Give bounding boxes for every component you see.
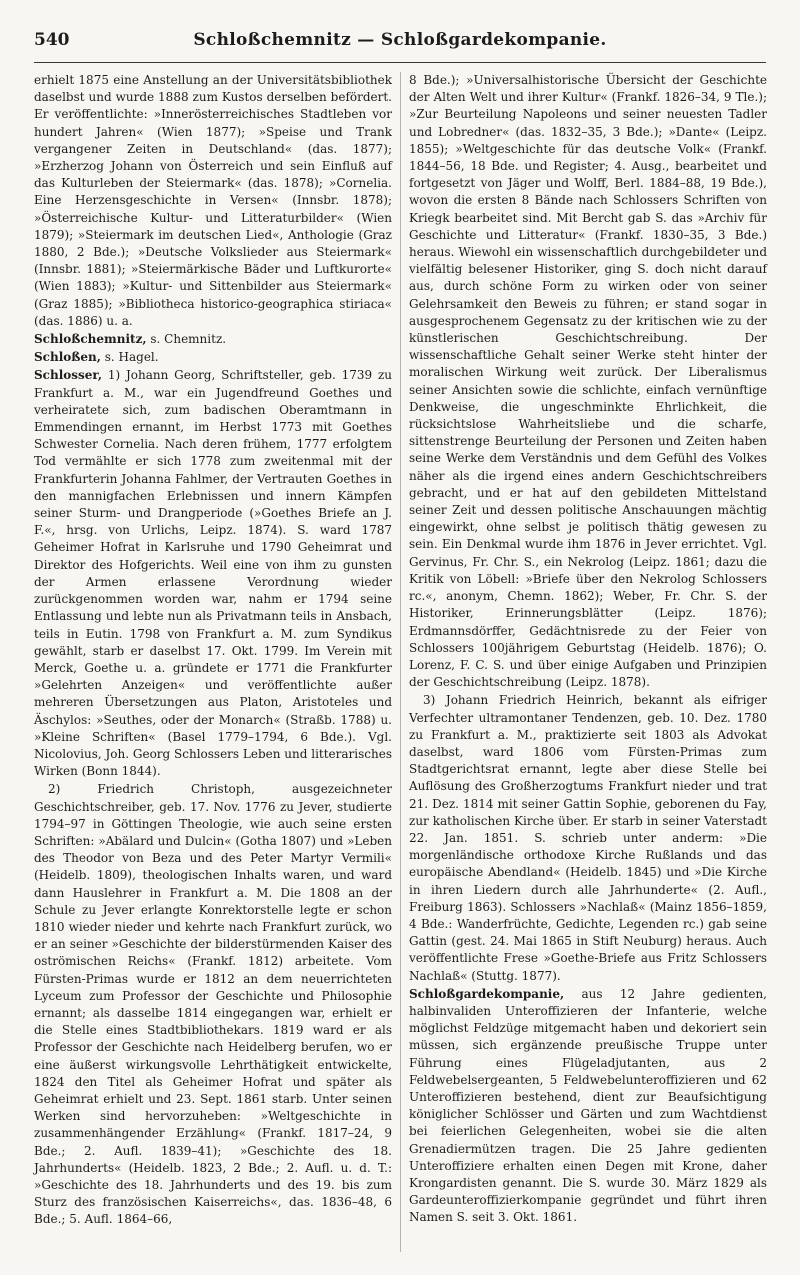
entry-text: 1) Johann Georg, Schriftsteller, geb. 1739 zu Frankfurt a. M., war ein Jugendfreund Goethes und verheiratete sich, zum badischen Oberamtmann in Emmendingen ernannt, im Herbst 1773 mit Goethes Schwester Cornelia. Nach deren frühem, 1777 erfolgtem Tod vermählte er sich 1778 zum zweitenmal mit der Frankfurterin Johanna Fahlmer, der Vertrauten Goethes in den mannigfachen Erlebnissen und innern Kämpfen seiner Sturm- und Drangperiode (»Goethes Briefe an J. F.«, hrsg. von Urlichs, Leipz. 1874). S. ward 1787 Geheimer Hofrat in Karlsruhe und 1790 Geheimrat und Direktor des Hofgerichts. Weil eine von ihm zu gunsten der Armen erlassene Verordnung wieder zurückgenommen worden war, nahm er 1794 seine Entlassung und lebte nun als Privatmann teils in Ansbach, teils in Eutin. 1798 von Frankfurt a. M. zum Syndikus gewählt, starb er daselbst 17. Okt. 1799. Im Verein mit Merck, Goethe u. a. gründete er 1771 die Frankfurter »Gelehrten Anzeigen« und veröffentlichte außer mehreren Übersetzungen aus Platon, Aristoteles und Äschylos: »Seuthes, oder der Monarch« (Straßb. 1788) u. »Kleine Schriften« (Basel 1779–1794, 6 Bde.). Vgl. Nicolovius, Joh. Georg Schlossers Leben und litterarisches Wirken (Bonn 1844).	[34, 368, 392, 779]
dictionary-entry	[34, 367, 392, 780]
running-head: Schloßchemnitz — Schloßgardekompanie.	[193, 30, 607, 50]
left-column	[34, 72, 392, 1230]
entry-headword: Schloßgardekompanie,	[409, 986, 565, 1001]
entry-headword: Schloßchemnitz,	[34, 332, 147, 347]
page-header	[34, 30, 766, 64]
column-divider	[400, 72, 401, 1252]
header-rule	[34, 62, 766, 63]
entry-text: s. Hagel.	[100, 350, 159, 365]
entry-headword: Schloßen,	[34, 350, 101, 365]
continued-text: erhielt 1875 eine Anstellung an der Universitätsbibliothek daselbst und wurde 1888 zum Kustos derselben befördert. Er veröffentlichte: »Innerösterreichisches Stadtleben vor hundert Jahren« (Wien 1877); »Speise und Trank vergangener Zeiten in Deutschland« (das. 1877); »Erzherzog Johann von Österreich und sein Einfluß auf das Kulturleben der Steiermark« (das. 1878); »Cornelia. Eine Herzensgeschichte in Versen« (Innsbr. 1878); »Österreichische Kultur- und Litteraturbilder« (Wien 1879); »Steiermark im deutschen Lied«, Anthologie (Graz 1880, 2 Bde.); »Deutsche Volkslieder aus Steiermark« (Innsbr. 1881); »Steiermärkische Bäder und Luftkurorte« (Wien 1883); »Kultur- und Sittenbilder aus Steiermark« (Graz 1885); »Bibliotheca historico-geographica stiriaca« (das. 1886) u. a.	[34, 73, 392, 328]
dictionary-entry	[409, 986, 767, 1227]
entry-headword: Schlosser,	[34, 368, 103, 383]
sub-entry: 2) Friedrich Christoph, ausgezeichneter Geschichtschreiber, geb. 17. Nov. 1776 zu Jever, studierte 1794–97 in Göttingen Theologie, wie auch seine ersten Schriften: »Abälard und Dulcin« (Gotha 1807) und »Leben des Theodor von Beza und des Peter Martyr Vermili« (Heidelb. 1809), theologischen Inhalts waren, und ward dann Hauslehrer in Frankfurt a. M. Die 1808 an der Schule zu Jever erlangte Konrektorstelle legte er schon 1810 wieder nieder und kehrte nach Frankfurt zurück, wo er an seiner »Geschichte der bilderstürmenden Kaiser des oströmischen Reichs« (Frankf. 1812) arbeitete. Vom Fürsten-Primas wurde er 1812 an dem neuerrichteten Lyceum zum Professor der Geschichte und Philosophie ernannt; als dasselbe 1814 eingegangen war, erhielt er die Stelle eines Stadtbibliothekars. 1819 ward er als Professor der Geschichte nach Heidelberg berufen, wo er eine äußerst wirkungsvolle Lehrthätigkeit entwickelte, 1824 den Titel als Geheimer Hofrat und später als Geheimrat erhielt und 23. Sept. 1861 starb. Unter seinen Werken sind hervorzuheben: »Weltgeschichte in zusammenhängender Erzählung« (Frankf. 1817–24, 9 Bde.; 2. Aufl. 1839–41); »Geschichte des 18. Jahrhunderts« (Heidelb. 1823, 2 Bde.; 2. Aufl. u. d. T.: »Geschichte des 18. Jahrhunderts und des 19. bis zum Sturz des französischen Kaiserreichs«, das. 1836–48, 6 Bde.; 5. Aufl. 1864–66,	[34, 782, 392, 1227]
continued-text: 8 Bde.); »Universalhistorische Übersicht der Geschichte der Alten Welt und ihrer Kultur« (Frankf. 1826–34, 9 Tle.); »Zur Beurteilung Napoleons und seiner neuesten Tadler und Lobredner« (das. 1832–35, 3 Bde.); »Dante« (Leipz. 1855); »Weltgeschichte für das deutsche Volk« (Frankf. 1844–56, 18 Bde. und Register; 4. Ausg., bearbeitet und fortgesetzt von Jäger und Wolff, Berl. 1884–88, 19 Bde.), wovon die ersten 8 Bände nach Schlossers Schriften von Kriegk bearbeitet sind. Mit Bercht gab S. das »Archiv für Geschichte und Litteratur« (Frankf. 1830–35, 3 Bde.) heraus. Wiewohl ein wissenschaftlich durchgebildeter und vielfältig belesener Historiker, ging S. doch nicht darauf aus, durch schöne Form zu wirken oder von seiner Gelehrsamkeit den Beweis zu führen; er stand sogar in ausgesprochenem Gegensatz zu der kritischen wie zu der künstlerischen Geschichtschreibung. Der wissenschaftliche Gehalt seiner Werke steht hinter der moralischen Wirkung weit zurück. Der Liberalismus seiner Ansichten sowie die schlichte, einfach vernünftige Denkweise, die ungeschminkte Ehrlichkeit, die rücksichtslose Wahrheitsliebe und die scharfe, sittenstrenge Beurteilung der Personen und Zeiten haben seine Werke dem Verständnis und dem Gefühl des Volkes näher als die irgend eines andern Geschichtschreibers gebracht, und er hat auf den gebildeten Mittelstand seiner Zeit und dessen politische Anschauungen mächtig eingewirkt, ohne selbst je politisch thätig gewesen zu sein. Ein Denkmal wurde ihm 1876 in Jever errichtet. Vgl. Gervinus, Fr. Chr. S., ein Nekrolog (Leipz. 1861; dazu die Kritik von Löbell: »Briefe über den Nekrolog Schlossers rc.«, anonym, Chemn. 1862); Weber, Fr. Chr. S. der Historiker, Erinnerungsblätter (Leipz. 1876); Erdmannsdörffer, Gedächtnisrede zu der Feier von Schlossers 100jährigem Geburtstag (Heidelb. 1876); O. Lorenz, F. C. S. und über einige Aufgaben und Prinzipien der Geschichtschreibung (Leipz. 1878).	[409, 73, 767, 690]
dictionary-entry	[34, 349, 392, 366]
page-number: 540	[34, 30, 70, 50]
entry-text: s. Chemnitz.	[146, 332, 227, 347]
right-column	[409, 72, 767, 1228]
sub-entry: 3) Johann Friedrich Heinrich, bekannt als eifriger Verfechter ultramontaner Tendenzen, geb. 10. Dez. 1780 zu Frankfurt a. M., praktizierte seit 1803 als Advokat daselbst, ward 1806 vom Fürsten-Primas zum Stadtgerichtsrat ernannt, legte aber diese Stelle bei Auflösung des Großherzogtums Frankfurt nieder und trat 21. Dez. 1814 mit seiner Gattin Sophie, geborenen du Fay, zur katholischen Kirche über. Er starb in seiner Vaterstadt 22. Jan. 1851. S. schrieb unter anderm: »Die morgenländische orthodoxe Kirche Rußlands und das europäische Abendland« (Heidelb. 1845) und »Die Kirche in ihren Liedern durch alle Jahrhunderte« (2. Aufl., Freiburg 1863). Schlossers »Nachlaß« (Mainz 1856–1859, 4 Bde.: Wanderfrüchte, Gedichte, Legenden rc.) gab seine Gattin (gest. 24. Mai 1865 in Stift Neuburg) heraus. Auch veröffentlichte Frese »Goethe-Briefe aus Fritz Schlossers Nachlaß« (Stuttg. 1877).	[409, 693, 767, 983]
entry-text: aus 12 Jahre gedienten, halbinvaliden Unteroffizieren der Infanterie, welche möglichst Feldzüge mitgemacht haben und dekoriert sein müssen, sich ergänzende preußische Truppe unter Führung eines Flügeladjutanten, aus 2 Feldwebelsergeanten, 5 Feldwebelunteroffizieren und 62 Unteroffizieren bestehend, dient zur Beaufsichtigung königlicher Schlösser und Gärten und zum Wachtdienst bei feierlichen Gelegenheiten, wobei sie die alten Grenadiermützen tragen. Die 25 Jahre gedienten Unteroffiziere erhalten einen Degen mit Krone, daher Krongardisten genannt. Die S. wurde 30. März 1829 als Gardeunteroffizierkompanie gegründet und führt ihren Namen S. seit 3. Okt. 1861.	[409, 986, 767, 1225]
dictionary-entry	[34, 331, 392, 348]
